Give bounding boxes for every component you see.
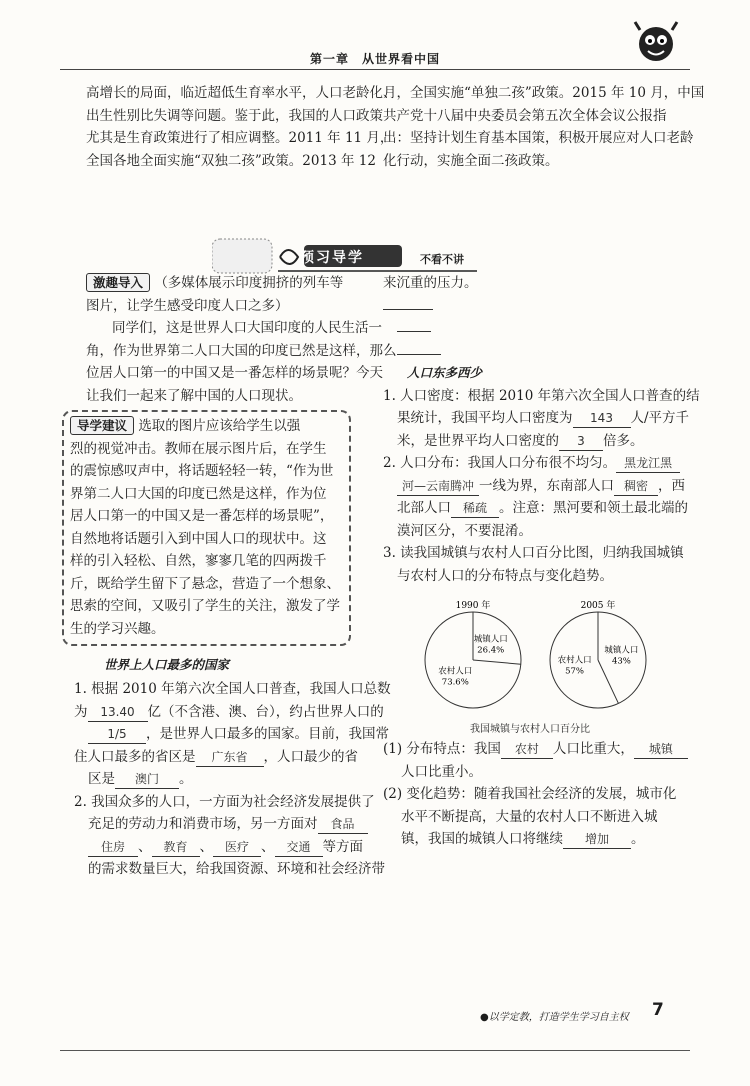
pie-charts <box>418 598 678 718</box>
top-right-paragraph <box>383 82 704 172</box>
answer-blank: 143 <box>573 410 631 428</box>
pie-title: 2005 年 <box>580 601 616 611</box>
text-line: 月，全国实施“单独二孩”政策。2015 年 10 月，中国 <box>383 85 705 101</box>
answer-blank: 1/5 <box>88 726 146 744</box>
text-fragment: 亿（不含港、澳、台），约占世界人口的 <box>147 703 384 720</box>
text-line: 尤其是生育政策进行了相应调整。2011 年 11 月， <box>86 130 394 146</box>
mascot-icon <box>628 18 684 70</box>
text-fragment: ，西 <box>658 477 685 494</box>
guide-text <box>70 415 340 640</box>
text-fragment: 米，是世界平均人口密度的 <box>397 432 559 449</box>
text-line: 与农村人口的分布特点与变化趋势。 <box>397 567 613 584</box>
text-line: 出生性别比失调等问题。鉴于此，我国的人口政策 <box>86 107 383 124</box>
text-line: 斤，既给学生留下了悬念，营造了一个想象、 <box>70 575 340 592</box>
banner-suffix: 不看不讲 <box>420 253 464 266</box>
answer-blank: 教育 <box>152 839 200 857</box>
pie-caption: 我国城镇与农村人口百分比 <box>470 724 590 735</box>
text-fragment: 2. 人口分布：我国人口分布很不均匀。 <box>383 455 617 471</box>
section-title: 世界上人口最多的国家 <box>104 657 230 672</box>
text-line: 自然地将话题引入到中国人口的现状中。这 <box>70 530 327 547</box>
chapter-title: 第一章 从世界看中国 <box>309 52 440 66</box>
text-fragment: 一线为界，东南部人口 <box>479 477 614 494</box>
text-line: 样的引入轻松、自然，寥寥几笔的四两拨千 <box>70 553 327 569</box>
text-fragment: 等方面 <box>322 838 363 855</box>
text-line: 烈的视觉冲击。教师在展示图片后，在学生 <box>70 440 327 457</box>
text-line: 居人口第一的中国又是一番怎样的场景呢”， <box>70 508 334 524</box>
text-line: 全国各地全面实施“双独二孩”政策。2013 年 12 <box>86 152 376 169</box>
header-divider <box>60 69 690 70</box>
answer-blank: 交通 <box>275 839 323 857</box>
text-line: 让我们一起来了解中国的人口现状。 <box>86 387 302 404</box>
answer-blank <box>397 354 441 355</box>
answer-blank: 澳门 <box>115 771 179 789</box>
section1-body: 1. 根据 2010 年第六次全国人口普查，我国人口总数 为 13.40 亿（不含港、澳、台），约占世界人口的 1/5 ，是世界人口最多的国家。目前，我国常 住人口最多的省区是 广东省 ，人口最少的省 区是 澳门 。 2. 我国众多的人口，一方面为社会经济发展提供了 充足的劳动力和消费市场，另一方面对 食品 住房 、 教育 、 医疗 、 交通 等方面 的需求数量巨大，给我国资源、环境和社会经济带 <box>74 678 364 881</box>
text-fragment: 。 <box>631 831 645 847</box>
footer-divider <box>60 1050 690 1051</box>
text-line: 1. 根据 2010 年第六次全国人口普查，我国人口总数 <box>74 681 391 697</box>
pie-title: 1990 年 <box>455 601 491 611</box>
text-line: 来沉重的压力。 <box>383 275 478 291</box>
banner-title: 预习导学 <box>300 250 364 266</box>
text-fragment: 人/平方千 <box>630 410 690 426</box>
text-line: 2. 我国众多的人口，一方面为社会经济发展提供了 <box>74 793 375 810</box>
footer-slogan: ●以学定教，打造学生学习自主权 <box>480 1012 629 1023</box>
text-line: 高增长的局面，临近超低生育率水平，人口老龄化、 <box>86 85 397 101</box>
right-column <box>383 272 700 587</box>
answers-block <box>383 738 683 851</box>
page-number: 7 <box>652 1000 664 1020</box>
answer-blank: 农村 <box>501 741 553 759</box>
pie-slice-border <box>598 660 618 703</box>
pie-slice-border <box>473 660 521 664</box>
intro-tag: 激趣导入 <box>86 273 150 292</box>
text-fragment: 。注意：黑河要和领土最北端的 <box>499 500 688 516</box>
text-line: 角，作为世界第二人口大国的印度已然是这样，那么 <box>86 342 397 359</box>
text-line: 生的学习兴趣。 <box>70 620 165 637</box>
pie-slice-label: 城镇人口 <box>604 645 639 656</box>
text-line: 思索的空间，又吸引了学生的关注，激发了学 <box>70 598 340 614</box>
text-fragment: ，人口最少的省 <box>263 748 358 765</box>
text-line: 1. 人口密度：根据 2010 年第六次全国人口普查的结 <box>383 387 700 404</box>
answer-blank: 城镇 <box>634 741 688 759</box>
text-line: 化行动，实施全面二孩政策。 <box>383 152 559 169</box>
text-fragment: 为 <box>74 703 88 720</box>
pie-slice-label: 城镇人口 <box>473 634 508 645</box>
text-line: 界第二人口大国的印度已然是这样，作为位 <box>70 485 327 502</box>
text-fragment: 倍多。 <box>603 432 644 449</box>
answer-blank <box>383 309 433 310</box>
answer-blank <box>397 331 431 332</box>
pie-slice-label: 73.6% <box>441 677 469 688</box>
intro-block <box>86 272 397 407</box>
text-line: 漠河区分，不要混淆。 <box>397 522 532 539</box>
top-left-paragraph <box>86 82 397 172</box>
answer-blank: 13.40 <box>88 704 148 722</box>
text-line: 水平不断提高，大量的农村人口不断进入城 <box>401 808 658 825</box>
text-fragment: 充足的劳动力和消费市场，另一方面对 <box>88 816 318 832</box>
text-fragment: 果统计，我国平均人口密度为 <box>397 410 573 426</box>
guide-tag: 导学建议 <box>70 416 134 435</box>
pie-slice-label: 43% <box>611 656 631 667</box>
text-fragment: 镇，我国的城镇人口将继续 <box>401 831 563 847</box>
text-line: （多媒体展示印度拥挤的列车等 <box>154 275 344 291</box>
text-fragment: 区是 <box>88 771 115 787</box>
text-line: 出：坚持计划生育基本国策，积极开展应对人口老龄 <box>383 130 694 146</box>
text-line: 的需求数量巨大，给我国资源、环境和社会经济带 <box>88 861 385 877</box>
text-fragment: 。 <box>179 771 193 787</box>
text-fragment: (1) 分布特点：我国 <box>383 741 501 757</box>
text-line: 位居人口第一的中国又是一番怎样的场景呢？今天 <box>86 365 383 381</box>
answer-blank: 稠密 <box>614 478 658 496</box>
text-fragment: ，是世界人口最多的国家。目前，我国常 <box>146 726 389 742</box>
answer-blank: 3 <box>559 433 603 451</box>
answer-blank: 黑龙江黑 <box>616 455 680 473</box>
text-line: 的震惊感叹声中，将话题轻轻一转，“作为世 <box>70 463 334 479</box>
text-line: 共产党十八届中央委员会第五次全体会议公报指 <box>383 107 667 124</box>
answer-blank: 医疗 <box>213 839 261 857</box>
text-line: 选取的图片应该给学生以强 <box>138 418 301 434</box>
text-line: 图片，让学生感受印度人口之多） <box>86 297 289 314</box>
section-title: 人口东多西少 <box>407 365 483 380</box>
answer-blank: 稀疏 <box>451 500 499 518</box>
text-fragment: 人口比重大， <box>552 741 634 757</box>
pie-slice-label: 农村人口 <box>557 655 592 666</box>
pie-slice-label: 57% <box>565 666 585 677</box>
answer-blank: 广东省 <box>196 749 264 767</box>
answer-blank: 增加 <box>563 831 631 849</box>
text-line: 同学们，这是世界人口大国印度的人民生活一 <box>112 320 382 336</box>
answer-blank: 食品 <box>318 816 368 834</box>
text-fragment: 住人口最多的省区是 <box>74 748 196 765</box>
text-fragment: 北部人口 <box>397 500 451 516</box>
answer-blank: 河—云南腾冲 <box>397 478 479 496</box>
text-line: 3. 读我国城镇与农村人口百分比图，归纳我国城镇 <box>383 545 684 561</box>
answer-blank: 住房 <box>88 839 138 857</box>
pie-slice-label: 26.4% <box>477 645 505 656</box>
text-line: 人口比重小。 <box>401 763 482 780</box>
pie-slice-label: 农村人口 <box>438 666 473 677</box>
text-line: (2) 变化趋势：随着我国社会经济的发展，城市化 <box>383 786 677 802</box>
